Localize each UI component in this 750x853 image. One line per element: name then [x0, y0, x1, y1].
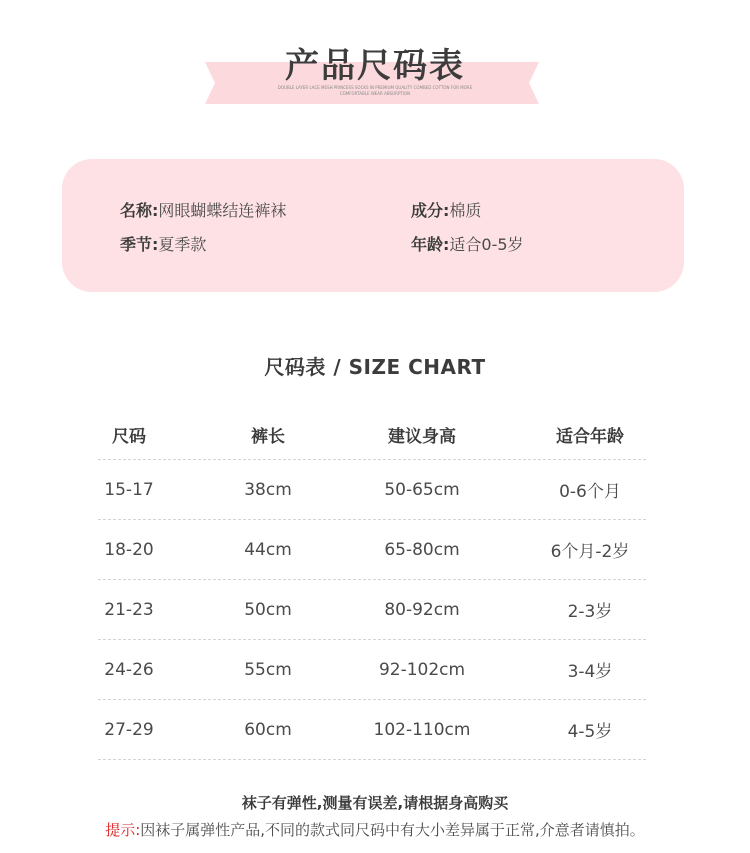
cell-age: 2-3岁 [567, 602, 613, 622]
cell-size: 27-29 [104, 719, 154, 740]
cell-size: 18-20 [104, 539, 154, 560]
hint-label: 提示: [105, 821, 141, 839]
cell-age: 0-6个月 [559, 482, 621, 502]
cell-size: 21-23 [104, 599, 154, 620]
info-material [411, 198, 481, 221]
table-row [98, 580, 646, 640]
elasticity-note [0, 819, 750, 840]
cell-height: 102-110cm [373, 719, 471, 740]
info-age-value: 适合0-5岁 [449, 235, 524, 254]
column-header-age: 适合年龄 [556, 427, 624, 447]
cell-size: 15-17 [104, 479, 154, 500]
size-chart-heading: 尺码表 / SIZE CHART [264, 355, 486, 379]
cell-size: 24-26 [104, 659, 154, 680]
product-info-card [62, 159, 684, 292]
cell-length: 60cm [244, 719, 292, 740]
info-name [120, 198, 286, 221]
info-age-label: 年龄: [411, 235, 450, 254]
subtitle-line: COMFORTABLE WEAR ABSORPTION [339, 91, 411, 96]
cell-age: 4-5岁 [567, 722, 613, 742]
column-header-length: 裤长 [251, 427, 285, 447]
column-header-size: 尺码 [112, 427, 146, 447]
page-title: 产品尺码表 [285, 46, 465, 86]
cell-length: 38cm [244, 479, 292, 500]
cell-length: 55cm [244, 659, 292, 680]
cell-age: 6个月-2岁 [550, 542, 630, 562]
hint-text: 因袜子属弹性产品,不同的款式同尺码中有大小差异属于正常,介意者请慎拍。 [140, 821, 645, 839]
measurement-note: 袜子有弹性,测量有误差,请根据身高购买 [241, 794, 509, 812]
table-header-row [98, 410, 646, 460]
info-season [120, 232, 206, 255]
cell-height: 50-65cm [384, 479, 460, 500]
subtitle-line: DOUBLE LAYER LACE MESH PRINCESS SOCKS IN PREMIUM QUALITY COMBED COTTON FOR MORE [277, 85, 473, 90]
info-material-value: 棉质 [449, 201, 482, 220]
info-age [411, 232, 524, 255]
table-row [98, 640, 646, 700]
cell-height: 92-102cm [378, 659, 466, 680]
info-name-label: 名称: [120, 201, 159, 220]
info-season-value: 夏季款 [158, 235, 207, 254]
cell-length: 44cm [244, 539, 292, 560]
page-subtitle [270, 85, 480, 97]
table-row [98, 460, 646, 520]
cell-age: 3-4岁 [567, 662, 613, 682]
info-name-value: 网眼蝴蝶结连裤袜 [158, 201, 287, 220]
cell-length: 50cm [244, 599, 292, 620]
column-header-height: 建议身高 [388, 427, 456, 447]
cell-height: 65-80cm [384, 539, 460, 560]
table-row [98, 520, 646, 580]
table-row [98, 700, 646, 760]
info-material-label: 成分: [411, 201, 450, 220]
size-table [98, 410, 646, 760]
cell-height: 80-92cm [384, 599, 460, 620]
info-season-label: 季节: [120, 235, 159, 254]
